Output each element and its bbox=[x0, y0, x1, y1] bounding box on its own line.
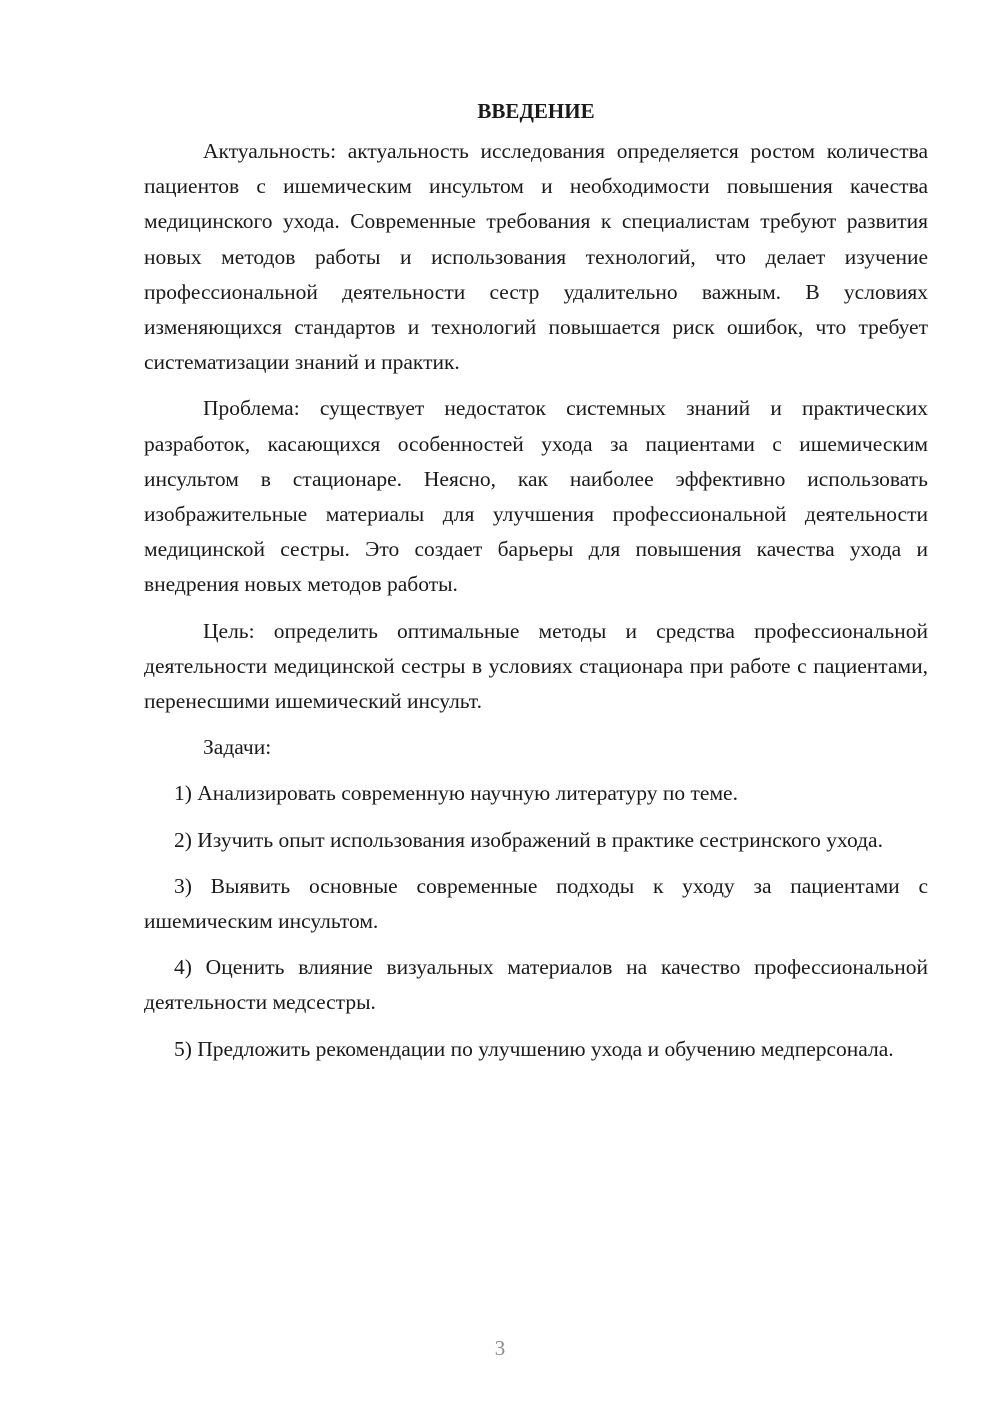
task-item-5: 5) Предложить рекомендации по улучшению ухода и обучению медперсонала. bbox=[174, 1036, 894, 1061]
section-heading: ВВЕДЕНИЕ bbox=[477, 99, 595, 123]
paragraph-problem: Проблема: существует недостаток системных знаний и практических разработок, касающихся особенностей ухода за пациентами с ишемическим инсультом в стационаре. Неясно, как наиболее эффективно использовать изображительные материалы для улучшения профессиональной деятельности медицинской сестры. Это создает барьеры для повышения качества ухода и внедрения новых методов работы. bbox=[144, 396, 928, 597]
page-number: 3 bbox=[494, 1336, 506, 1360]
task-item-3: 3) Выявить основные современные подходы к уходу за пациентами с ишемическим инсультом. bbox=[144, 873, 928, 934]
task-item-4: 4) Оценить влияние визуальных материалов на качество профессиональной деятельности медсестры. bbox=[144, 955, 928, 1015]
paragraph-goal: Цель: определить оптимальные методы и средства профессиональной деятельности медицинской сестры в условиях стационара при работе с пациентами, перенесшими ишемический инсульт. bbox=[144, 618, 928, 714]
paragraph-relevance: Актуальность: актуальность исследования определяется ростом количества пациентов с ишемическим инсультом и необходимости повышения качества медицинского ухода. Современные требования к специалистам требуют развития новых методов работы и использования технологий, что делает изучение профессиональной деятельности сестр удалительно важным. В условиях изменяющихся стандартов и технологий повышается риск ошибок, что требует систематизации знаний и практик. bbox=[144, 139, 928, 375]
task-item-2: 2) Изучить опыт использования изображений в практике сестринского ухода. bbox=[174, 827, 883, 852]
paragraph-tasks-label: Задачи: bbox=[203, 735, 272, 760]
task-item-1: 1) Анализировать современную научную литературу по теме. bbox=[174, 781, 738, 806]
document-page bbox=[144, 96, 928, 1078]
